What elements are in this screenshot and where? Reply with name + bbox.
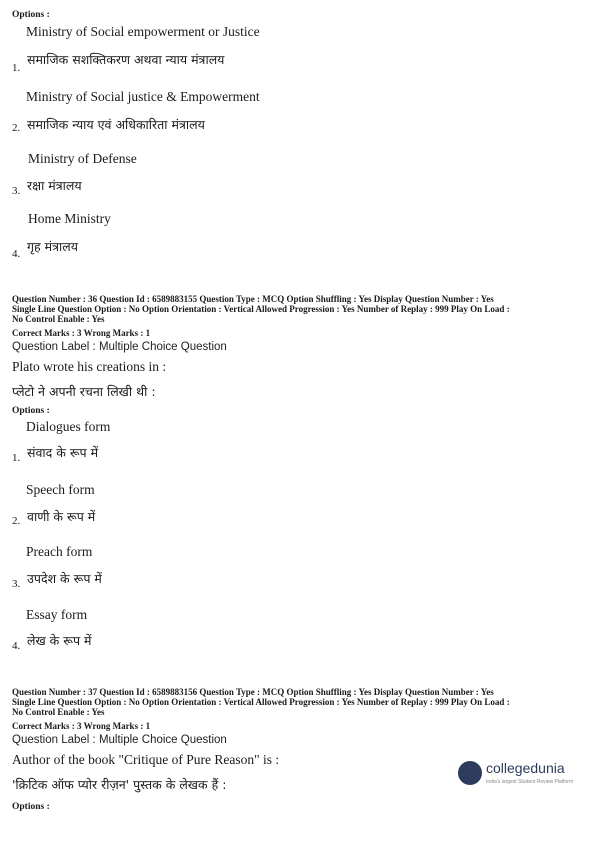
question-text-en: Plato wrote his creations in :	[12, 359, 167, 374]
option-4-text-hi: गृह मंत्रालय	[27, 239, 78, 254]
question-marks: Correct Marks : 3 Wrong Marks : 1	[12, 721, 151, 731]
question-meta-line: No Control Enable : Yes	[12, 314, 105, 324]
question-meta-line: Single Line Question Option : No Option Orientation : Vertical Allowed Progression : Yes Number of Replay : 999 Play On Load :	[12, 304, 510, 314]
option-1-text-hi: समाजिक सशक्तिकरण अथवा न्याय मंत्रालय	[27, 52, 225, 67]
question-meta-line: Question Number : 37 Question Id : 6589883156 Question Type : MCQ Option Shuffling : Yes Display Question Number : Yes	[12, 687, 494, 697]
option-1-number: 1.	[12, 452, 21, 464]
options-label: Options :	[12, 802, 50, 812]
options-label: Options :	[12, 10, 50, 20]
question-marks: Correct Marks : 3 Wrong Marks : 1	[12, 328, 151, 338]
option-1-text-en: Dialogues form	[26, 419, 111, 434]
question-meta-line: Single Line Question Option : No Option Orientation : Vertical Allowed Progression : Yes Number of Replay : 999 Play On Load :	[12, 697, 510, 707]
option-2-number: 2.	[12, 122, 21, 134]
question-text-en: Author of the book "Critique of Pure Reason" is :	[12, 752, 280, 767]
options-label: Options :	[12, 406, 50, 416]
collegedunia-logo	[458, 757, 593, 793]
option-1-text-hi: संवाद के रूप में	[27, 445, 99, 460]
logo-brand: collegedunia	[486, 760, 565, 776]
option-2-text-en: Ministry of Social justice & Empowerment	[26, 89, 260, 104]
option-2-text-en: Speech form	[26, 482, 95, 497]
student-mascot-icon	[458, 761, 482, 785]
option-3-number: 3.	[12, 185, 21, 197]
option-2-text-hi: वाणी के रूप में	[27, 509, 96, 524]
option-1-text-en: Ministry of Social empowerment or Justice	[26, 24, 260, 39]
question-label: Question Label : Multiple Choice Question	[12, 341, 227, 353]
question-meta-line: Question Number : 36 Question Id : 6589883155 Question Type : MCQ Option Shuffling : Yes Display Question Number : Yes	[12, 294, 494, 304]
option-1-number: 1.	[12, 62, 21, 74]
option-3-number: 3.	[12, 578, 21, 590]
option-2-number: 2.	[12, 515, 21, 527]
question-meta-line: No Control Enable : Yes	[12, 707, 105, 717]
question-text-hi: 'क्रिटिक ऑफ प्योर रीज़न' पुस्तक के लेखक हैं :	[12, 777, 227, 792]
option-2-text-hi: समाजिक न्याय एवं अधिकारिता मंत्रालय	[27, 117, 205, 132]
question-label: Question Label : Multiple Choice Question	[12, 734, 227, 746]
question-text-hi: प्लेटो ने अपनी रचना लिखी थी :	[12, 384, 156, 399]
option-4-number: 4.	[12, 640, 21, 652]
option-3-text-hi: रक्षा मंत्रालय	[27, 178, 82, 193]
option-3-text-hi: उपदेश के रूप में	[27, 571, 102, 586]
logo-tagline: India's largest Student Review Platform	[486, 779, 574, 785]
option-3-text-en: Ministry of Defense	[28, 151, 137, 166]
option-4-text-hi: लेख के रूप में	[27, 633, 92, 648]
option-3-text-en: Preach form	[26, 544, 93, 559]
option-4-text-en: Essay form	[26, 607, 88, 622]
option-4-text-en: Home Ministry	[28, 211, 111, 226]
option-4-number: 4.	[12, 248, 21, 260]
